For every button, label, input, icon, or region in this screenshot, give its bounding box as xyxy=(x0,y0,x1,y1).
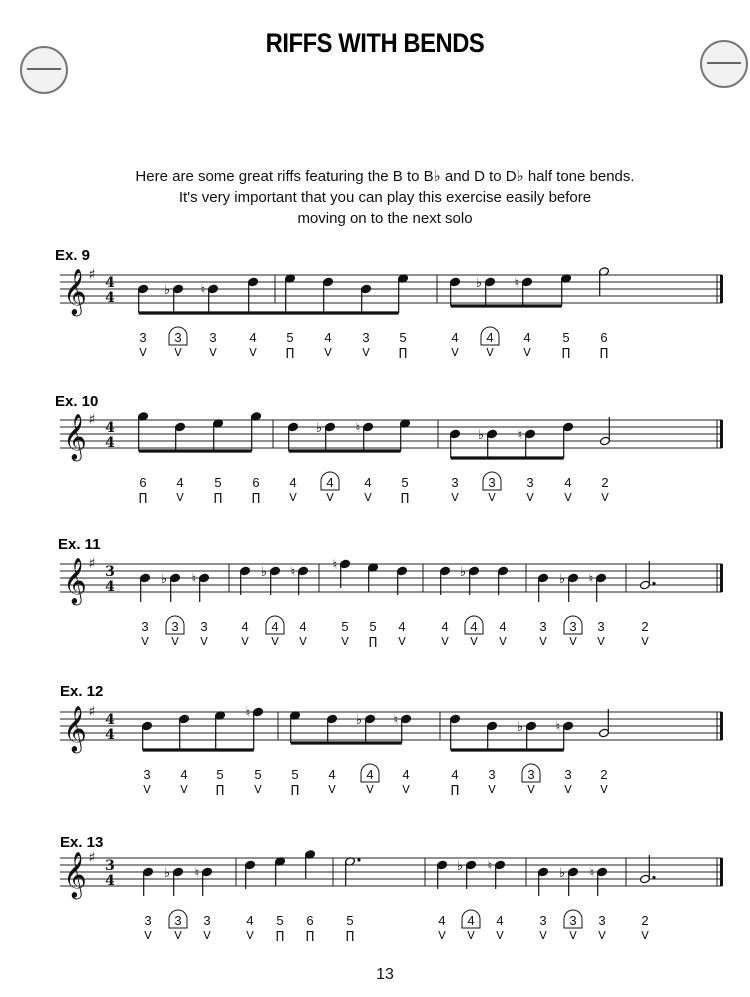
hole-number: 3 xyxy=(143,767,151,782)
draw-symbol: V xyxy=(299,635,307,648)
hole-number: 6 xyxy=(139,475,147,490)
flat-icon: ♭ xyxy=(459,565,467,580)
hole-number: 4 xyxy=(366,767,374,782)
draw-symbol: V xyxy=(569,635,577,648)
hole-number: 3 xyxy=(488,475,496,490)
draw-symbol: V xyxy=(526,491,534,504)
draw-symbol: V xyxy=(597,635,605,648)
draw-symbol: V xyxy=(362,346,370,359)
hole-number: 4 xyxy=(398,619,406,634)
key-signature-sharp-icon: ♯ xyxy=(88,850,96,866)
draw-symbol: V xyxy=(539,929,547,942)
draw-symbol: V xyxy=(139,346,147,359)
hole-number: 4 xyxy=(180,767,188,782)
blow-symbol: ∏ xyxy=(400,491,410,504)
draw-symbol: V xyxy=(467,929,475,942)
natural-icon: ♮ xyxy=(200,283,206,298)
blow-symbol: ∏ xyxy=(251,491,261,504)
example-label: Ex. 13 xyxy=(60,834,104,851)
natural-icon: ♮ xyxy=(555,720,561,735)
natural-icon: ♮ xyxy=(393,713,399,728)
blow-symbol: ∏ xyxy=(215,783,225,796)
hole-number: 4 xyxy=(523,330,531,345)
draw-symbol: V xyxy=(326,491,334,504)
key-signature-sharp-icon: ♯ xyxy=(88,556,96,572)
natural-icon: ♮ xyxy=(355,421,361,436)
hole-number: 3 xyxy=(362,330,370,345)
blow-symbol: ∏ xyxy=(398,346,408,359)
blow-symbol: ∏ xyxy=(368,635,378,648)
hole-number: 3 xyxy=(527,767,535,782)
hole-number: 3 xyxy=(569,619,577,634)
hole-number: 2 xyxy=(600,767,608,782)
draw-symbol: V xyxy=(641,929,649,942)
hole-number: 4 xyxy=(564,475,572,490)
dot xyxy=(652,582,655,585)
treble-clef-icon: 𝄞 xyxy=(63,852,87,898)
flat-icon: ♭ xyxy=(558,866,566,881)
page-title: RIFFS WITH BENDS xyxy=(265,28,485,58)
hole-number: 3 xyxy=(139,330,147,345)
hole-number: 5 xyxy=(214,475,222,490)
final-barline xyxy=(720,858,723,886)
draw-symbol: V xyxy=(176,491,184,504)
draw-symbol: V xyxy=(598,929,606,942)
blow-symbol: ∏ xyxy=(599,346,609,359)
hole-number: 4 xyxy=(324,330,332,345)
hole-number: 4 xyxy=(402,767,410,782)
hole-number: 6 xyxy=(252,475,260,490)
time-signature-top: 4 xyxy=(105,712,115,728)
draw-symbol: V xyxy=(246,929,254,942)
draw-symbol: V xyxy=(402,783,410,796)
time-signature-bottom: 4 xyxy=(105,727,115,743)
example-label: Ex. 11 xyxy=(58,536,101,553)
hole-number: 5 xyxy=(401,475,409,490)
draw-symbol: V xyxy=(470,635,478,648)
flat-icon: ♭ xyxy=(315,421,323,436)
flat-icon: ♭ xyxy=(355,713,363,728)
natural-icon: ♮ xyxy=(332,558,338,573)
intro-line: It's very important that you can play this exercise easily before xyxy=(178,189,592,206)
flat-icon: ♭ xyxy=(558,572,566,587)
hole-number: 4 xyxy=(441,619,449,634)
hole-number: 5 xyxy=(286,330,294,345)
key-signature-sharp-icon: ♯ xyxy=(88,267,96,283)
natural-icon: ♮ xyxy=(514,276,520,291)
draw-symbol: V xyxy=(600,783,608,796)
hole-number: 4 xyxy=(241,619,249,634)
time-signature-bottom: 4 xyxy=(105,579,115,595)
hole-number: 3 xyxy=(451,475,459,490)
time-signature-top: 4 xyxy=(105,275,115,291)
draw-symbol: V xyxy=(398,635,406,648)
draw-symbol: V xyxy=(174,346,182,359)
hole-number: 3 xyxy=(141,619,149,634)
draw-symbol: V xyxy=(254,783,262,796)
final-barline xyxy=(720,564,723,592)
draw-symbol: V xyxy=(523,346,531,359)
natural-icon: ♮ xyxy=(290,565,296,580)
hole-number: 4 xyxy=(499,619,507,634)
flat-icon: ♭ xyxy=(163,283,171,298)
draw-symbol: V xyxy=(564,491,572,504)
draw-symbol: V xyxy=(641,635,649,648)
hole-number: 3 xyxy=(488,767,496,782)
draw-symbol: V xyxy=(364,491,372,504)
time-signature-top: 3 xyxy=(105,858,115,874)
hole-number: 4 xyxy=(328,767,336,782)
hole-number: 4 xyxy=(249,330,257,345)
draw-symbol: V xyxy=(328,783,336,796)
draw-symbol: V xyxy=(203,929,211,942)
blow-symbol: ∏ xyxy=(138,491,148,504)
natural-icon: ♮ xyxy=(194,866,200,881)
draw-symbol: V xyxy=(341,635,349,648)
hole-number: 4 xyxy=(438,913,446,928)
hole-number: 3 xyxy=(171,619,179,634)
treble-clef-icon: 𝄞 xyxy=(63,706,87,752)
draw-symbol: V xyxy=(496,929,504,942)
final-barline xyxy=(720,712,723,740)
draw-symbol: V xyxy=(174,929,182,942)
hole-number: 3 xyxy=(564,767,572,782)
treble-clef-icon: 𝄞 xyxy=(63,269,87,315)
draw-symbol: V xyxy=(438,929,446,942)
page-number: 13 xyxy=(376,966,394,983)
hole-number: 4 xyxy=(470,619,478,634)
draw-symbol: V xyxy=(499,635,507,648)
hole-number: 3 xyxy=(174,330,182,345)
hole-number: 3 xyxy=(539,913,547,928)
key-signature-sharp-icon: ♯ xyxy=(88,412,96,428)
hole-number: 4 xyxy=(451,767,459,782)
hole-number: 4 xyxy=(486,330,494,345)
draw-symbol: V xyxy=(569,929,577,942)
natural-icon: ♮ xyxy=(487,859,493,874)
time-signature-bottom: 4 xyxy=(105,873,115,889)
draw-symbol: V xyxy=(539,635,547,648)
draw-symbol: V xyxy=(180,783,188,796)
hole-number: 3 xyxy=(174,913,182,928)
hole-number: 3 xyxy=(209,330,217,345)
hole-number: 6 xyxy=(600,330,608,345)
hole-number: 4 xyxy=(326,475,334,490)
hole-number: 2 xyxy=(601,475,609,490)
hole-number: 3 xyxy=(526,475,534,490)
blow-symbol: ∏ xyxy=(290,783,300,796)
natural-icon: ♮ xyxy=(588,572,594,587)
hole-number: 5 xyxy=(276,913,284,928)
intro-line: Here are some great riffs featuring the B to B♭ and D to D♭ half tone bends. xyxy=(135,168,635,185)
hole-number: 3 xyxy=(203,913,211,928)
hole-number: 4 xyxy=(246,913,254,928)
blow-symbol: ∏ xyxy=(305,929,315,942)
hole-number: 2 xyxy=(641,913,649,928)
time-signature-top: 4 xyxy=(105,420,115,436)
draw-symbol: V xyxy=(209,346,217,359)
treble-clef-icon: 𝄞 xyxy=(63,414,87,460)
dot xyxy=(652,876,655,879)
draw-symbol: V xyxy=(451,346,459,359)
hole-number: 4 xyxy=(176,475,184,490)
hole-number: 4 xyxy=(289,475,297,490)
example-label: Ex. 12 xyxy=(60,683,104,700)
hole-number: 2 xyxy=(641,619,649,634)
hole-number: 5 xyxy=(346,913,354,928)
draw-symbol: V xyxy=(451,491,459,504)
draw-symbol: V xyxy=(141,635,149,648)
hole-number: 3 xyxy=(539,619,547,634)
draw-symbol: V xyxy=(241,635,249,648)
hole-number: 3 xyxy=(569,913,577,928)
flat-icon: ♭ xyxy=(163,866,171,881)
hole-number: 4 xyxy=(467,913,475,928)
draw-symbol: V xyxy=(488,491,496,504)
hole-number: 4 xyxy=(364,475,372,490)
blow-symbol: ∏ xyxy=(213,491,223,504)
treble-clef-icon: 𝄞 xyxy=(63,558,87,604)
time-signature-bottom: 4 xyxy=(105,290,115,306)
draw-symbol: V xyxy=(289,491,297,504)
hole-number: 5 xyxy=(216,767,224,782)
blow-symbol: ∏ xyxy=(275,929,285,942)
hole-number: 5 xyxy=(254,767,262,782)
hole-number: 5 xyxy=(369,619,377,634)
key-signature-sharp-icon: ♯ xyxy=(88,704,96,720)
natural-icon: ♮ xyxy=(589,866,595,881)
time-signature-top: 3 xyxy=(105,564,115,580)
flat-icon: ♭ xyxy=(260,565,268,580)
hole-number: 4 xyxy=(496,913,504,928)
draw-symbol: V xyxy=(271,635,279,648)
intro-line: moving on to the next solo xyxy=(297,210,473,227)
hole-number: 3 xyxy=(200,619,208,634)
draw-symbol: V xyxy=(564,783,572,796)
draw-symbol: V xyxy=(601,491,609,504)
final-barline xyxy=(720,275,723,303)
final-barline xyxy=(720,420,723,448)
flat-icon: ♭ xyxy=(475,276,483,291)
flat-icon: ♭ xyxy=(477,428,485,443)
draw-symbol: V xyxy=(488,783,496,796)
hole-number: 5 xyxy=(562,330,570,345)
blow-symbol: ∏ xyxy=(561,346,571,359)
draw-symbol: V xyxy=(143,783,151,796)
hole-number: 5 xyxy=(399,330,407,345)
flat-icon: ♭ xyxy=(516,720,524,735)
blow-symbol: ∏ xyxy=(450,783,460,796)
draw-symbol: V xyxy=(144,929,152,942)
draw-symbol: V xyxy=(366,783,374,796)
example-label: Ex. 10 xyxy=(55,393,99,410)
blow-symbol: ∏ xyxy=(345,929,355,942)
hole-number: 4 xyxy=(451,330,459,345)
hole-number: 4 xyxy=(271,619,279,634)
hole-number: 3 xyxy=(598,913,606,928)
draw-symbol: V xyxy=(441,635,449,648)
natural-icon: ♮ xyxy=(245,706,251,721)
draw-symbol: V xyxy=(324,346,332,359)
flat-icon: ♭ xyxy=(456,859,464,874)
hole-number: 5 xyxy=(291,767,299,782)
time-signature-bottom: 4 xyxy=(105,435,115,451)
flat-icon: ♭ xyxy=(160,572,168,587)
draw-symbol: V xyxy=(200,635,208,648)
hole-number: 6 xyxy=(306,913,314,928)
natural-icon: ♮ xyxy=(517,428,523,443)
hole-number: 4 xyxy=(299,619,307,634)
draw-symbol: V xyxy=(527,783,535,796)
blow-symbol: ∏ xyxy=(285,346,295,359)
hole-number: 3 xyxy=(144,913,152,928)
dot xyxy=(357,858,360,861)
example-label: Ex. 9 xyxy=(55,247,91,264)
natural-icon: ♮ xyxy=(191,572,197,587)
draw-symbol: V xyxy=(249,346,257,359)
draw-symbol: V xyxy=(486,346,494,359)
draw-symbol: V xyxy=(171,635,179,648)
hole-number: 3 xyxy=(597,619,605,634)
hole-number: 5 xyxy=(341,619,349,634)
